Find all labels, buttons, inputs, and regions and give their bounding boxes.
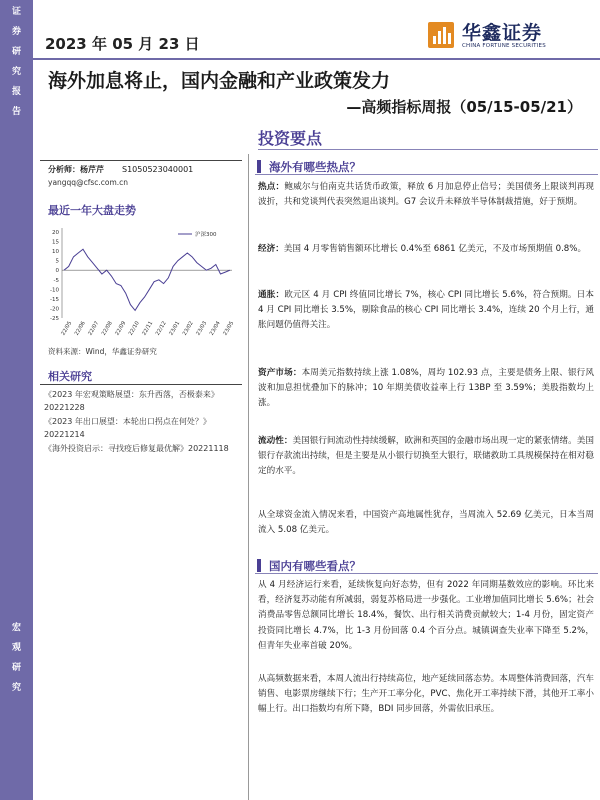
market-line-chart bbox=[40, 222, 240, 344]
overseas-paragraph: 经济：美国 4 月零售销售额环比增长 0.4%至 6861 亿美元，不及市场预期值 0.8%。 bbox=[258, 244, 587, 254]
overseas-paragraph: 资产市场：本周美元指数持续上涨 1.08%，周均 102.93 点，主要是债务上限、银行风波和加息担忧叠加下的脉冲；10 年期美债收益率上行 13BP 至 3.59%；美股指数均上涨。 bbox=[258, 368, 594, 409]
logo-english-name: CHINA FORTUNE SECURITIES bbox=[462, 43, 546, 49]
y-tick-label: -10 bbox=[50, 287, 59, 294]
logo-name: 华鑫证券 bbox=[462, 22, 543, 44]
related-heading: 相关研究 bbox=[48, 370, 92, 383]
x-tick-label: 23/05 bbox=[222, 320, 236, 337]
logo-mark-icon bbox=[428, 22, 454, 48]
y-tick-label: 0 bbox=[55, 268, 59, 275]
domestic-heading-box bbox=[255, 556, 598, 574]
related-item[interactable]: 《2023 年出口展望：本轮出口拐点在何处？》20221214 bbox=[44, 417, 211, 439]
x-tick-label: 22/07 bbox=[87, 320, 101, 337]
x-tick-label: 22/05 bbox=[60, 320, 74, 337]
analyst-name: 分析师：杨芹芹 bbox=[48, 165, 104, 174]
x-tick-label: 23/03 bbox=[195, 320, 209, 337]
x-tick-label: 22/10 bbox=[127, 320, 141, 337]
domestic-paragraph: 从高频数据来看，本周人流出行持续高位，地产延续回落态势。本周整体消费回落，汽车销售、电影票房继续下行；生产开工率分化，PVC、焦化开工率持续下滑，其他开工率小幅上行。出口指数均有所下降，BDI 同步回落，外需依旧承压。 bbox=[258, 674, 594, 715]
x-tick-label: 23/04 bbox=[208, 320, 222, 337]
overseas-paragraph: 流动性：美国银行间流动性持续缓解，欧洲和英国的金融市场出现一定的紧张情绪。美国银行存款流出持续，但是主要是从小银行切换至大银行，联储救助工具规模保持在相对稳定的水平。 bbox=[258, 436, 594, 477]
related-research-list bbox=[44, 388, 240, 456]
x-tick-label: 22/08 bbox=[100, 320, 114, 337]
y-tick-label: 15 bbox=[52, 239, 59, 246]
heading-marker bbox=[257, 160, 261, 173]
overseas-paragraph: 热点：鲍威尔与伯南克共话货币政策，释放 6 月加息停止信号；美国债务上限谈判再现波折，共和党谈判代表突然退出谈判。G7 会议升未释放半导体制裁措施，好于预期。 bbox=[258, 182, 594, 208]
y-tick-label: -25 bbox=[50, 316, 59, 322]
analyst-divider bbox=[40, 160, 242, 161]
x-tick-label: 22/11 bbox=[141, 320, 155, 337]
related-item[interactable]: 《海外投资启示：寻找疫后修复最优解》20221118 bbox=[44, 444, 229, 453]
y-tick-label: 5 bbox=[55, 258, 59, 265]
analyst-info bbox=[48, 164, 193, 175]
domestic-heading: 国内有哪些看点？ bbox=[269, 559, 361, 573]
y-tick-label: 20 bbox=[52, 230, 59, 236]
y-tick-label: -20 bbox=[50, 306, 59, 313]
section-label: 投资要点 bbox=[258, 129, 323, 148]
related-divider bbox=[40, 384, 242, 385]
heading-underline bbox=[255, 174, 598, 175]
x-tick-label: 23/02 bbox=[181, 320, 195, 337]
analyst-cert: S1050523040001 bbox=[122, 165, 194, 174]
legend-label: 沪深300 bbox=[195, 232, 217, 238]
overseas-paragraph: 从全球资金流入情况来看，中国资产高地属性犹存，当周流入 52.69 亿美元，日本当周流入 5.08 亿美元。 bbox=[258, 510, 594, 536]
report-date: 2023 年 05 月 23 日 bbox=[45, 35, 200, 53]
x-tick-label: 23/01 bbox=[168, 320, 182, 337]
report-subtitle: —高频指标周报（05/15-05/21） bbox=[346, 98, 582, 116]
heading-underline bbox=[255, 573, 598, 574]
sidebar-category: 宏 观 研 究 bbox=[11, 623, 21, 693]
overseas-paragraph: 通胀：欧元区 4 月 CPI 终值同比增长 7%，核心 CPI 同比增长 5.6%，符合预期。日本 4 月 CPI 同比增长 3.5%，剔除食品的核心 CPI 同比增长 3.4%，连续 20 个月上行，通胀问题仍值得关注。 bbox=[258, 290, 594, 331]
overseas-heading: 海外有哪些热点？ bbox=[269, 160, 361, 174]
sidebar-report-type: 证 券 研 究 报 告 bbox=[11, 7, 21, 117]
x-tick-label: 22/06 bbox=[73, 320, 87, 337]
chart-heading: 最近一年大盘走势 bbox=[48, 204, 136, 217]
company-logo bbox=[428, 18, 588, 54]
x-tick-label: 22/12 bbox=[154, 320, 168, 337]
chart-source: 资料来源：Wind，华鑫证券研究 bbox=[48, 347, 157, 356]
header-divider bbox=[33, 58, 600, 60]
overseas-heading-box bbox=[255, 157, 598, 175]
section-divider bbox=[258, 149, 598, 150]
y-tick-label: -15 bbox=[50, 296, 59, 303]
domestic-paragraph: 从 4 月经济运行来看，延续恢复向好态势，但有 2022 年同期基数效应的影响。环比来看，经济复苏动能有所减弱，弱复苏格局进一步强化。工业增加值同比增长 5.6%；社会消费品零售总额同比增长 18.4%，餐饮、出行相关消费贡献较大；1-4 月份，固定资产投资同比增长 4.7%，比 1-3 月份回落 0.4 个百分点。城镇调查失业率下降至 5.2%，但青年失业率首破 20%。 bbox=[258, 580, 594, 651]
analyst-email[interactable]: yangqq@cfsc.com.cn bbox=[48, 178, 129, 187]
column-separator bbox=[248, 154, 249, 800]
related-item[interactable]: 《2023 年宏观策略展望：东升西落，否极泰来》20221228 bbox=[44, 390, 219, 412]
y-tick-label: 10 bbox=[52, 249, 59, 256]
report-title: 海外加息将止，国内金融和产业政策发力 bbox=[48, 70, 391, 92]
heading-marker bbox=[257, 559, 261, 572]
y-tick-label: -5 bbox=[53, 277, 59, 284]
x-tick-label: 22/09 bbox=[114, 320, 128, 337]
series-line bbox=[64, 249, 230, 310]
